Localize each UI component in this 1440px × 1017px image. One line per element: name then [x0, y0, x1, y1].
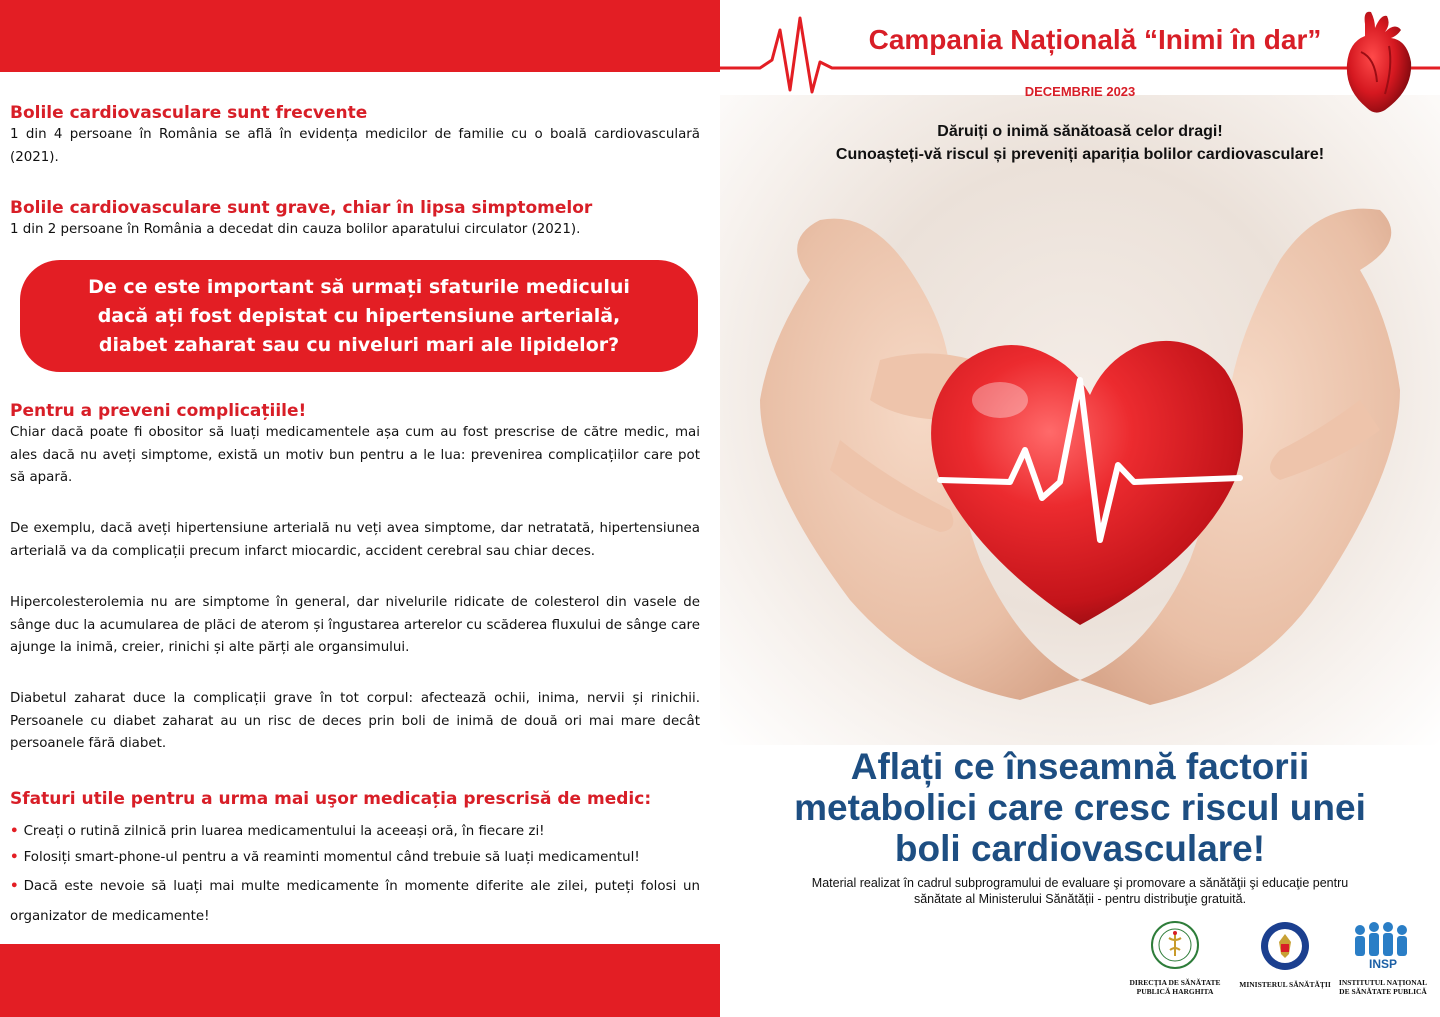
section-prevent [10, 400, 700, 490]
headline-line: Aflați ce înseamnă factorii [850, 746, 1310, 787]
caption-line: DE SĂNĂTATE PUBLICĂ [1339, 987, 1427, 996]
ecg-line-icon [720, 0, 1440, 120]
section-frequent [10, 102, 700, 169]
campaign-date: DECEMBRIE 2023 [1024, 84, 1136, 99]
section-serious [10, 197, 700, 242]
logo-insp [1318, 920, 1440, 996]
tip-text: Folosiți smart-phone-ul pentru a vă reaminti momentul când trebuie să luați medicamentul! [23, 850, 640, 865]
paragraph-diabetes: Diabetul zaharat duce la complicații grave în tot corpul: afectează ochii, inima, nervii și rinichii. Persoanele cu diabet zaharat au un risc de deces prin boli de inimă de două ori mai mare decât persoanele fără diabet. [10, 691, 700, 751]
section-text: 1 din 2 persoane în România a decedat din cauza bolilor aparatului circulator (2021). [10, 222, 581, 237]
footnote-line: sănătate al Ministerului Sănătății - pentru distribuţie gratuită. [913, 892, 1247, 906]
headline-line: metabolici care cresc riscul unei [794, 787, 1366, 828]
callout-question [20, 260, 698, 372]
tips-section [10, 788, 700, 935]
caption-line: DIRECȚIA DE SĂNĂTATE [1129, 978, 1221, 987]
paragraph-cholesterol: Hipercolesterolemia nu are simptome în general, dar nivelurile ridicate de colesterol din vasele de sânge duc la acumularea de plăci de aterom și îngustarea arterelor cu scăderea fluxului de sânge care ajunge la inimă, creier, rinichi și alte părți ale organsimului. [10, 595, 700, 655]
slogan-line: Dăruiți o inimă sănătoasă celor dragi! [937, 123, 1223, 140]
callout-line: diabet zaharat sau cu niveluri mari ale lipidelor? [98, 333, 620, 356]
section-heading: Pentru a preveni complicațiile! [10, 401, 307, 421]
caption-line: INSTITUTUL NAȚIONAL [1338, 978, 1428, 987]
section-text: Chiar dacă poate fi obositor să luați medicamentele așa cum au fost prescrise de către medic, mai ales dacă nu aveți simptome, există un motiv bun pentru a le lua: prevenirea complicațiilor care pot să apară. [10, 425, 700, 485]
section-heading: Bolile cardiovasculare sunt grave, chiar în lipsa simptomelor [10, 198, 593, 218]
tips-heading: Sfaturi utile pentru a urma mai uşor medicația prescrisă de medic: [10, 789, 652, 809]
right-panel [720, 0, 1440, 1017]
section-text: 1 din 4 persoane în România se află în evidența medicilor de familie cu o boală cardiovasculară (2021). [10, 127, 700, 165]
bullet-icon: • [10, 879, 19, 894]
tip-item [10, 846, 700, 869]
paragraph-hypertension: De exemplu, dacă aveți hipertensiune arterială nu veți avea simptome, dar netratată, hipertensiunea arterială va da complicații precum infarct miocardic, accident cerebral sau chiar deces. [10, 521, 700, 559]
footnote-line: Material realizat în cadrul subprogramului de evaluare şi promovare a sănătăţii şi educaţie pentru [811, 876, 1349, 890]
anatomical-heart-icon [1335, 6, 1425, 118]
caption-line: PUBLICĂ HARGHITA [1136, 987, 1214, 996]
caption-line: MINISTERUL SĂNĂTĂȚII [1239, 980, 1331, 989]
bullet-icon: • [10, 824, 19, 839]
slogan-line: Cunoașteți-vă riscul și preveniți apariția bolilor cardiovasculare! [835, 146, 1325, 163]
callout-line: De ce este important să urmați sfaturile medicului [88, 275, 630, 298]
tip-text: Dacă este nevoie să luați mai multe medicamente în momente diferite ale zilei, puteți folosi un organizator de medicamente! [10, 879, 700, 924]
campaign-title: Campania Națională “Inimi în dar” [868, 24, 1322, 55]
bullet-icon: • [10, 850, 19, 865]
tip-text: Creați o rutină zilnică prin luarea medicamentului la aceeași oră, în fiecare zi! [23, 824, 545, 839]
hands-holding-heart-image [720, 180, 1440, 740]
tip-item [10, 872, 700, 932]
headline-line: boli cardiovasculare! [894, 828, 1266, 869]
logo-caption [1318, 978, 1440, 996]
insp-label: INSP [1368, 957, 1398, 970]
guvernul-romaniei-seal-icon [1259, 920, 1311, 972]
bottom-red-band [0, 944, 720, 1017]
insp-people-logo-icon [1348, 920, 1418, 970]
tip-item [10, 820, 700, 843]
top-red-band [0, 0, 720, 72]
callout-line: dacă ați fost depistat cu hipertensiune arterială, [97, 304, 621, 327]
dsp-harghita-seal-icon [1150, 920, 1200, 970]
main-headline [720, 746, 1440, 869]
section-heading: Bolile cardiovasculare sunt frecvente [10, 103, 368, 123]
footnote [740, 875, 1420, 907]
